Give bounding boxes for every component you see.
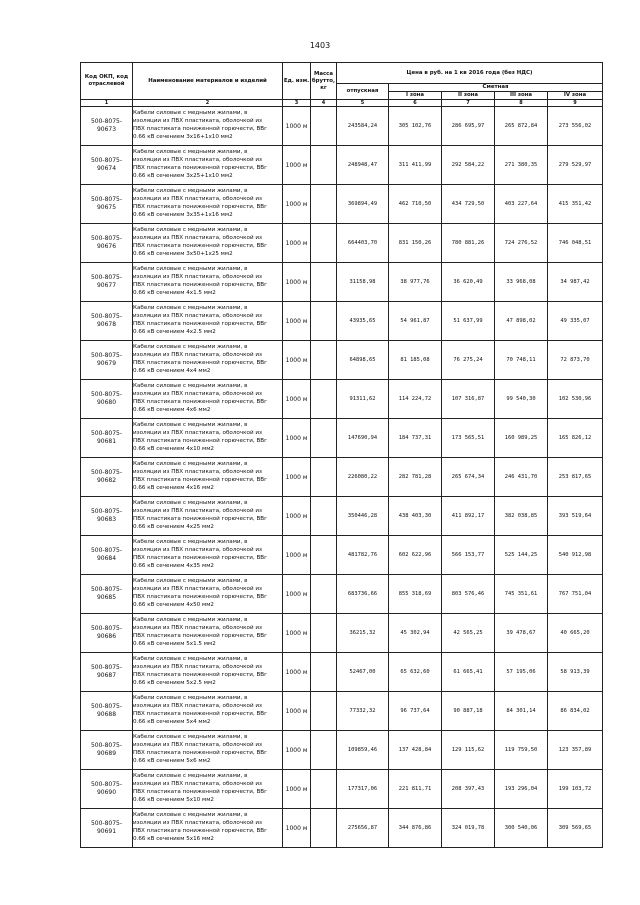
row-release-price: 275656,87 — [337, 809, 389, 848]
row-release-price: 109859,46 — [337, 731, 389, 770]
row-release-price: 43935,65 — [337, 302, 389, 341]
row-zone-2-price: 107 316,87 — [442, 380, 495, 419]
row-name: Кабели силовые с медными жилами, в изоляции из ПВХ пластиката, оболочкой из ПВХ пластиката пониженной горючести, ВВг 0.66 кВ сечением 5х1.5 мм2 — [133, 614, 283, 653]
row-release-price: 177317,06 — [337, 770, 389, 809]
row-zone-4-price: 86 834,02 — [548, 692, 603, 731]
row-release-price: 52467,00 — [337, 653, 389, 692]
row-zone-1-price: 96 737,64 — [389, 692, 442, 731]
row-zone-4-price: 415 351,42 — [548, 185, 603, 224]
row-zone-2-price: 61 665,41 — [442, 653, 495, 692]
column-number: 8 — [495, 100, 548, 107]
row-zone-3-price: 300 540,06 — [495, 809, 548, 848]
table-row — [81, 653, 603, 692]
row-zone-2-price: 36 620,49 — [442, 263, 495, 302]
row-zone-3-price: 70 748,11 — [495, 341, 548, 380]
row-mass — [311, 770, 337, 809]
table-row — [81, 341, 603, 380]
row-release-price: 64898,65 — [337, 341, 389, 380]
row-zone-1-price: 65 632,60 — [389, 653, 442, 692]
row-mass — [311, 497, 337, 536]
row-unit: 1000 м — [283, 497, 311, 536]
row-zone-1-price: 831 150,26 — [389, 224, 442, 263]
row-mass — [311, 380, 337, 419]
row-zone-1-price: 54 961,87 — [389, 302, 442, 341]
row-mass — [311, 575, 337, 614]
row-release-price: 350446,28 — [337, 497, 389, 536]
column-number: 6 — [389, 100, 442, 107]
row-zone-2-price: 292 584,22 — [442, 146, 495, 185]
row-zone-4-price: 273 556,02 — [548, 107, 603, 146]
row-zone-4-price: 540 912,98 — [548, 536, 603, 575]
row-zone-3-price: 193 296,04 — [495, 770, 548, 809]
row-zone-1-price: 311 411,99 — [389, 146, 442, 185]
table-row — [81, 380, 603, 419]
table-row — [81, 497, 603, 536]
table-row — [81, 224, 603, 263]
row-unit: 1000 м — [283, 185, 311, 224]
row-zone-2-price: 76 275,24 — [442, 341, 495, 380]
column-number: 2 — [133, 100, 283, 107]
row-name: Кабели силовые с медными жилами, в изоляции из ПВХ пластиката, оболочкой из ПВХ пластиката пониженной горючести, ВВг 0.66 кВ сечением 4х50 мм2 — [133, 575, 283, 614]
row-code: 500-8075- 90686 — [81, 614, 133, 653]
table-row — [81, 809, 603, 848]
row-zone-4-price: 199 103,72 — [548, 770, 603, 809]
row-unit: 1000 м — [283, 224, 311, 263]
row-zone-1-price: 137 428,84 — [389, 731, 442, 770]
row-zone-2-price: 803 576,46 — [442, 575, 495, 614]
row-zone-2-price: 42 565,25 — [442, 614, 495, 653]
row-name: Кабели силовые с медными жилами, в изоляции из ПВХ пластиката, оболочкой из ПВХ пластиката пониженной горючести, ВВг 0.66 кВ сечением 3х25+1х10 мм2 — [133, 146, 283, 185]
page-number: 1403 — [309, 41, 331, 50]
row-release-price: 91311,62 — [337, 380, 389, 419]
row-zone-4-price: 40 665,20 — [548, 614, 603, 653]
row-zone-1-price: 438 403,30 — [389, 497, 442, 536]
row-code: 500-8075- 90691 — [81, 809, 133, 848]
row-mass — [311, 653, 337, 692]
header-release: отпускная — [337, 84, 389, 100]
row-name: Кабели силовые с медными жилами, в изоляции из ПВХ пластиката, оболочкой из ПВХ пластиката пониженной горючести, ВВг 0.66 кВ сечением 3х35+1х16 мм2 — [133, 185, 283, 224]
row-code: 500-8075- 90679 — [81, 341, 133, 380]
row-code: 500-8075- 90678 — [81, 302, 133, 341]
row-mass — [311, 536, 337, 575]
row-zone-3-price: 724 276,52 — [495, 224, 548, 263]
row-zone-4-price: 49 335,07 — [548, 302, 603, 341]
row-zone-3-price: 745 351,61 — [495, 575, 548, 614]
row-zone-2-price: 780 881,26 — [442, 224, 495, 263]
header-zone-2: II зона — [442, 92, 495, 100]
row-release-price: 369894,49 — [337, 185, 389, 224]
row-mass — [311, 263, 337, 302]
row-unit: 1000 м — [283, 653, 311, 692]
row-zone-4-price: 253 817,65 — [548, 458, 603, 497]
row-zone-2-price: 566 153,77 — [442, 536, 495, 575]
row-release-price: 226080,22 — [337, 458, 389, 497]
table-row — [81, 419, 603, 458]
row-unit: 1000 м — [283, 770, 311, 809]
row-unit: 1000 м — [283, 575, 311, 614]
table-row — [81, 458, 603, 497]
column-number: 5 — [337, 100, 389, 107]
row-zone-2-price: 265 674,34 — [442, 458, 495, 497]
row-unit: 1000 м — [283, 341, 311, 380]
row-name: Кабели силовые с медными жилами, в изоляции из ПВХ пластиката, оболочкой из ПВХ пластиката пониженной горючести, ВВг 0.66 кВ сечением 5х4 мм2 — [133, 692, 283, 731]
row-zone-3-price: 382 038,85 — [495, 497, 548, 536]
row-unit: 1000 м — [283, 809, 311, 848]
row-release-price: 147690,94 — [337, 419, 389, 458]
row-name: Кабели силовые с медными жилами, в изоляции из ПВХ пластиката, оболочкой из ПВХ пластиката пониженной горючести, ВВг 0.66 кВ сечением 5х10 мм2 — [133, 770, 283, 809]
row-name: Кабели силовые с медными жилами, в изоляции из ПВХ пластиката, оболочкой из ПВХ пластиката пониженной горючести, ВВг 0.66 кВ сечением 4х16 мм2 — [133, 458, 283, 497]
row-unit: 1000 м — [283, 536, 311, 575]
row-name: Кабели силовые с медными жилами, в изоляции из ПВХ пластиката, оболочкой из ПВХ пластиката пониженной горючести, ВВг 0.66 кВ сечением 4х6 мм2 — [133, 380, 283, 419]
row-release-price: 248948,47 — [337, 146, 389, 185]
row-code: 500-8075- 90689 — [81, 731, 133, 770]
row-zone-2-price: 411 892,17 — [442, 497, 495, 536]
table-row — [81, 185, 603, 224]
table-row — [81, 302, 603, 341]
row-name: Кабели силовые с медными жилами, в изоляции из ПВХ пластиката, оболочкой из ПВХ пластиката пониженной горючести, ВВг 0.66 кВ сечением 5х16 мм2 — [133, 809, 283, 848]
header-name: Наименование материалов и изделий — [133, 63, 283, 100]
column-number: 4 — [311, 100, 337, 107]
row-zone-4-price: 34 987,42 — [548, 263, 603, 302]
row-zone-1-price: 282 781,28 — [389, 458, 442, 497]
row-release-price: 31158,98 — [337, 263, 389, 302]
table-row — [81, 614, 603, 653]
row-unit: 1000 м — [283, 146, 311, 185]
price-table — [80, 62, 603, 848]
row-mass — [311, 419, 337, 458]
header-price-group: Цена в руб. на 1 кв 2016 года (без НДС) — [337, 63, 603, 84]
row-zone-3-price: 99 540,30 — [495, 380, 548, 419]
header-code: Код ОКП, код отраслевой — [81, 63, 133, 100]
row-zone-4-price: 393 519,64 — [548, 497, 603, 536]
row-zone-4-price: 72 873,70 — [548, 341, 603, 380]
column-number: 1 — [81, 100, 133, 107]
row-zone-2-price: 208 397,43 — [442, 770, 495, 809]
row-zone-4-price: 279 529,97 — [548, 146, 603, 185]
row-code: 500-8075- 90680 — [81, 380, 133, 419]
row-mass — [311, 185, 337, 224]
column-number: 7 — [442, 100, 495, 107]
row-zone-3-price: 265 872,84 — [495, 107, 548, 146]
row-name: Кабели силовые с медными жилами, в изоляции из ПВХ пластиката, оболочкой из ПВХ пластиката пониженной горючести, ВВг 0.66 кВ сечением 4х35 мм2 — [133, 536, 283, 575]
row-zone-3-price: 33 968,08 — [495, 263, 548, 302]
row-unit: 1000 м — [283, 302, 311, 341]
column-number: 3 — [283, 100, 311, 107]
table-row — [81, 263, 603, 302]
row-mass — [311, 458, 337, 497]
row-code: 500-8075- 90684 — [81, 536, 133, 575]
row-zone-2-price: 51 637,99 — [442, 302, 495, 341]
row-zone-2-price: 129 115,62 — [442, 731, 495, 770]
row-release-price: 77332,32 — [337, 692, 389, 731]
row-code: 500-8075- 90675 — [81, 185, 133, 224]
column-number-row — [81, 100, 603, 107]
header-mass: Масса брутто, кг — [311, 63, 337, 100]
column-number: 9 — [548, 100, 603, 107]
row-code: 500-8075- 90681 — [81, 419, 133, 458]
row-unit: 1000 м — [283, 107, 311, 146]
row-zone-3-price: 246 431,70 — [495, 458, 548, 497]
row-zone-2-price: 90 887,18 — [442, 692, 495, 731]
row-zone-4-price: 102 530,96 — [548, 380, 603, 419]
row-zone-1-price: 305 102,76 — [389, 107, 442, 146]
table-row — [81, 575, 603, 614]
row-unit: 1000 м — [283, 731, 311, 770]
row-zone-3-price: 39 478,67 — [495, 614, 548, 653]
row-zone-4-price: 746 048,51 — [548, 224, 603, 263]
table-row — [81, 770, 603, 809]
table-row — [81, 731, 603, 770]
row-release-price: 683736,66 — [337, 575, 389, 614]
row-zone-3-price: 403 227,64 — [495, 185, 548, 224]
row-zone-1-price: 855 318,69 — [389, 575, 442, 614]
row-zone-1-price: 184 737,31 — [389, 419, 442, 458]
row-zone-1-price: 221 811,71 — [389, 770, 442, 809]
header-zone-3: III зона — [495, 92, 548, 100]
row-zone-1-price: 38 977,76 — [389, 263, 442, 302]
row-code: 500-8075- 90688 — [81, 692, 133, 731]
row-name: Кабели силовые с медными жилами, в изоляции из ПВХ пластиката, оболочкой из ПВХ пластиката пониженной горючести, ВВг 0.66 кВ сечением 4х25 мм2 — [133, 497, 283, 536]
row-zone-2-price: 324 019,78 — [442, 809, 495, 848]
row-name: Кабели силовые с медными жилами, в изоляции из ПВХ пластиката, оболочкой из ПВХ пластиката пониженной горючести, ВВг 0.66 кВ сечением 5х2.5 мм2 — [133, 653, 283, 692]
row-zone-1-price: 344 876,86 — [389, 809, 442, 848]
row-zone-3-price: 119 759,50 — [495, 731, 548, 770]
table-row — [81, 107, 603, 146]
row-code: 500-8075- 90685 — [81, 575, 133, 614]
row-zone-2-price: 434 729,50 — [442, 185, 495, 224]
row-mass — [311, 692, 337, 731]
row-code: 500-8075- 90683 — [81, 497, 133, 536]
row-code: 500-8075- 90687 — [81, 653, 133, 692]
row-unit: 1000 м — [283, 419, 311, 458]
row-code: 500-8075- 90677 — [81, 263, 133, 302]
row-zone-3-price: 57 195,06 — [495, 653, 548, 692]
header-zone-1: I зона — [389, 92, 442, 100]
row-name: Кабели силовые с медными жилами, в изоляции из ПВХ пластиката, оболочкой из ПВХ пластиката пониженной горючести, ВВг 0.66 кВ сечением 4х10 мм2 — [133, 419, 283, 458]
row-code: 500-8075- 90682 — [81, 458, 133, 497]
row-mass — [311, 224, 337, 263]
row-zone-3-price: 525 144,25 — [495, 536, 548, 575]
row-unit: 1000 м — [283, 692, 311, 731]
row-release-price: 243584,24 — [337, 107, 389, 146]
row-zone-3-price: 160 989,25 — [495, 419, 548, 458]
table-row — [81, 146, 603, 185]
row-unit: 1000 м — [283, 380, 311, 419]
row-mass — [311, 146, 337, 185]
row-zone-3-price: 47 898,02 — [495, 302, 548, 341]
row-zone-4-price: 58 913,39 — [548, 653, 603, 692]
header-estimate: Сметная — [389, 84, 603, 92]
row-zone-1-price: 81 185,08 — [389, 341, 442, 380]
row-mass — [311, 341, 337, 380]
row-code: 500-8075- 90674 — [81, 146, 133, 185]
row-zone-2-price: 173 565,51 — [442, 419, 495, 458]
row-zone-3-price: 271 380,35 — [495, 146, 548, 185]
row-name: Кабели силовые с медными жилами, в изоляции из ПВХ пластиката, оболочкой из ПВХ пластиката пониженной горючести, ВВг 0.66 кВ сечением 4х1.5 мм2 — [133, 263, 283, 302]
row-zone-4-price: 123 357,89 — [548, 731, 603, 770]
row-zone-3-price: 84 301,14 — [495, 692, 548, 731]
row-code: 500-8075- 90676 — [81, 224, 133, 263]
row-mass — [311, 302, 337, 341]
row-zone-1-price: 45 302,94 — [389, 614, 442, 653]
row-release-price: 36215,32 — [337, 614, 389, 653]
row-code: 500-8075- 90673 — [81, 107, 133, 146]
row-mass — [311, 731, 337, 770]
row-unit: 1000 м — [283, 458, 311, 497]
table-row — [81, 692, 603, 731]
row-zone-2-price: 286 695,97 — [442, 107, 495, 146]
row-name: Кабели силовые с медными жилами, в изоляции из ПВХ пластиката, оболочкой из ПВХ пластиката пониженной горючести, ВВг 0.66 кВ сечением 4х4 мм2 — [133, 341, 283, 380]
row-zone-4-price: 309 569,65 — [548, 809, 603, 848]
row-zone-4-price: 165 826,12 — [548, 419, 603, 458]
row-release-price: 664403,70 — [337, 224, 389, 263]
row-mass — [311, 614, 337, 653]
row-release-price: 481782,76 — [337, 536, 389, 575]
header-zone-4: IV зона — [548, 92, 603, 100]
row-zone-4-price: 767 751,04 — [548, 575, 603, 614]
row-unit: 1000 м — [283, 614, 311, 653]
row-unit: 1000 м — [283, 263, 311, 302]
row-mass — [311, 809, 337, 848]
row-zone-1-price: 602 622,96 — [389, 536, 442, 575]
row-zone-1-price: 114 224,72 — [389, 380, 442, 419]
row-mass — [311, 107, 337, 146]
row-name: Кабели силовые с медными жилами, в изоляции из ПВХ пластиката, оболочкой из ПВХ пластиката пониженной горючести, ВВг 0.66 кВ сечением 3х50+1х25 мм2 — [133, 224, 283, 263]
table-row — [81, 536, 603, 575]
header-unit: Ед. изм. — [283, 63, 311, 100]
row-name: Кабели силовые с медными жилами, в изоляции из ПВХ пластиката, оболочкой из ПВХ пластиката пониженной горючести, ВВг 0.66 кВ сечением 5х6 мм2 — [133, 731, 283, 770]
row-name: Кабели силовые с медными жилами, в изоляции из ПВХ пластиката, оболочкой из ПВХ пластиката пониженной горючести, ВВг 0.66 кВ сечением 3х16+1х10 мм2 — [133, 107, 283, 146]
row-zone-1-price: 462 710,50 — [389, 185, 442, 224]
row-name: Кабели силовые с медными жилами, в изоляции из ПВХ пластиката, оболочкой из ПВХ пластиката пониженной горючести, ВВг 0.66 кВ сечением 4х2.5 мм2 — [133, 302, 283, 341]
row-code: 500-8075- 90690 — [81, 770, 133, 809]
